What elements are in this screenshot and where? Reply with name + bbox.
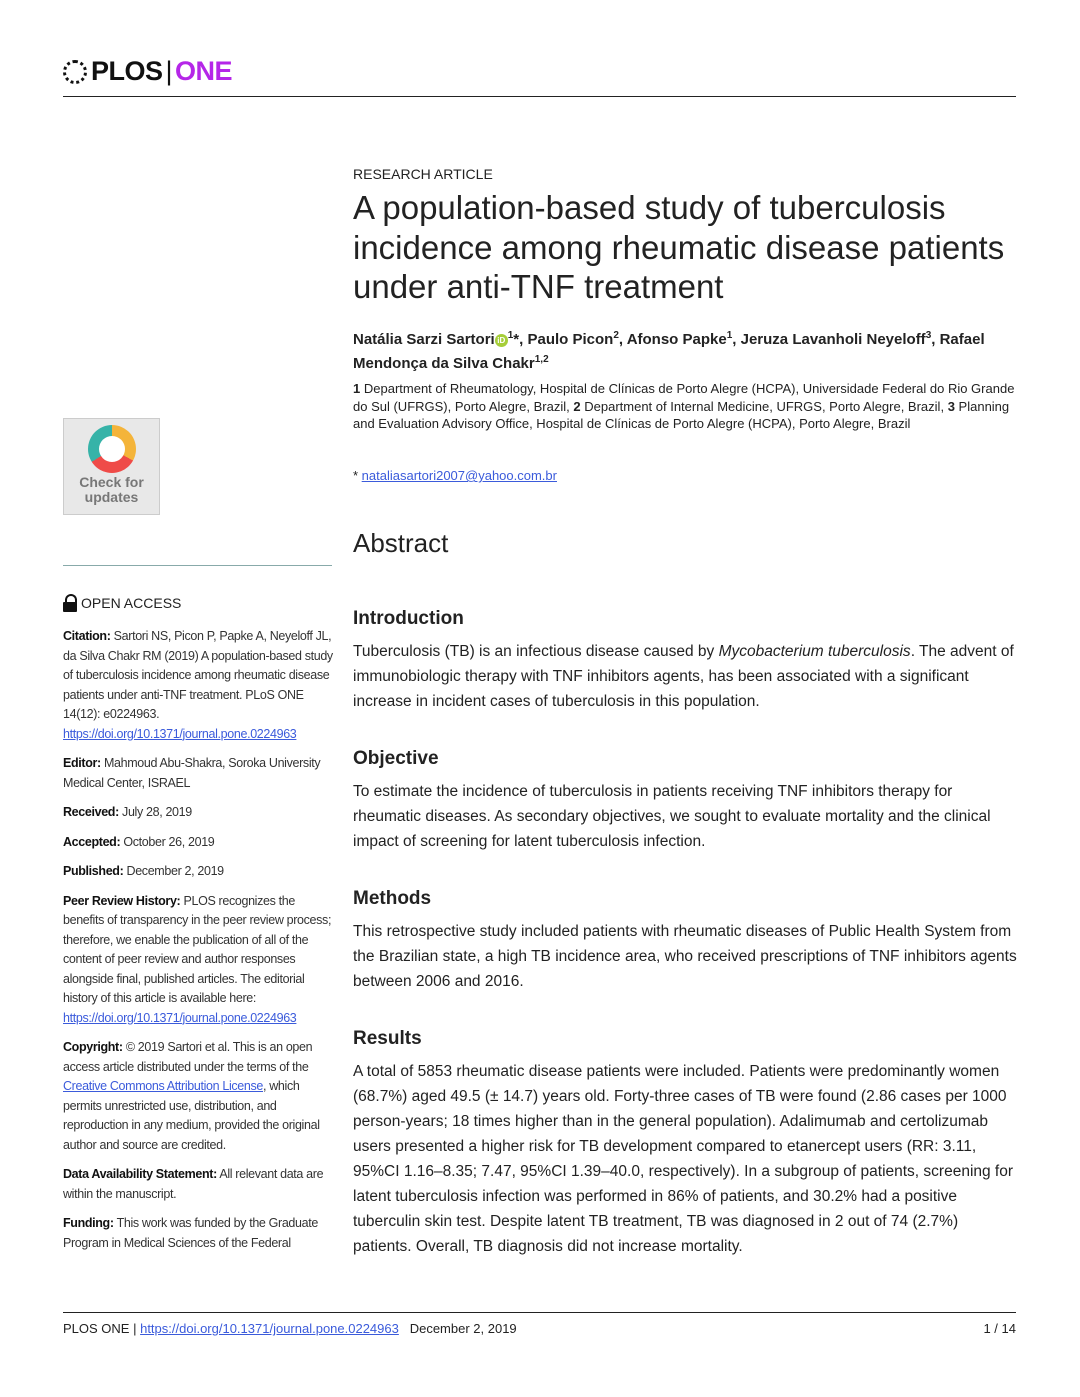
article-title: A population-based study of tuberculosis incidence among rheumatic disease patients under anti-TNF treatment (353, 189, 1005, 305)
orcid-icon[interactable]: iD (495, 334, 508, 347)
license-link[interactable]: Creative Commons Attribution License (63, 1079, 263, 1093)
accepted: Accepted: October 26, 2019 (63, 834, 215, 849)
affiliation: 1 Department of Rheumatology, Hospital de Clínicas de Porto Alegre (HCPA), Universidade Federal do Rio Grande do Sul (UFRGS), Porto Alegre, Brazil, (353, 381, 1015, 414)
editor: Editor: Mahmoud Abu-Shakra, Soroka University Medical Center, ISRAEL (63, 756, 321, 790)
corresponding-email: * nataliasartori2007@yahoo.com.br (353, 468, 557, 483)
data-availability: Data Availability Statement: All relevant data are within the manuscript. (63, 1167, 324, 1201)
received: Received: July 28, 2019 (63, 805, 192, 819)
published: Published: December 2, 2019 (63, 864, 224, 878)
author[interactable]: Paulo Picon$^2$ (527, 330, 619, 348)
plos-one-logo: PLOS | ONE (63, 56, 232, 87)
abstract-section-introduction: Introduction Tuberculosis (TB) is an infectious disease caused by Mycobacterium tuberculosis. The advent of immunobiologic therapy with TNF inhibitors agents, has been associated with a significant increase in incident cases of tuberculosis in this population. (353, 608, 1014, 710)
affiliation: 2 Department of Internal Medicine, UFRGS, Porto Alegre, Brazil, (573, 398, 945, 414)
abstract-section-objective: Objective To estimate the incidence of tuberculosis in patients receiving TNF inhibitors therapy for rheumatic diseases. As secondary objectives, we sought to evaluate mortality and the clinical impact of screening for latent tuberculosis infection. (353, 748, 991, 850)
author[interactable]: Afonso Papke$^1$ (626, 330, 733, 348)
article-info-sidebar (63, 627, 335, 1263)
article-type: RESEARCH ARTICLE (353, 166, 493, 182)
header-divider (63, 96, 1016, 97)
page-number: 1 / 14 (983, 1321, 1016, 1336)
email-link[interactable]: nataliasartori2007@yahoo.com.br (361, 468, 557, 483)
author[interactable]: Jeruza Lavanholi Neyeloff$^3$ (740, 330, 932, 348)
author[interactable]: Natália Sarzi Sartori iD $^1$* (353, 330, 520, 348)
sidebar-divider (63, 565, 332, 566)
peer-review-history: Peer Review History: PLOS recognizes the benefits of transparency in the peer review process; therefore, we enable the publication of all of the content of peer review and author responses alongside final, published articles. The editorial history of this article is available here: https://doi.org/10.1371/journal.pone.0224963 (63, 893, 332, 1025)
affiliations (353, 380, 1018, 433)
abstract-heading: Abstract (353, 528, 449, 558)
footer-divider (63, 1312, 1016, 1313)
footer-doi-link[interactable]: https://doi.org/10.1371/journal.pone.0224963 (140, 1321, 399, 1336)
citation: Citation: Sartori NS, Picon P, Papke A, Neyeloff JL, da Silva Chakr RM (2019) A population-based study of tuberculosis incidence among rheumatic disease patients under anti-TNF treatment. PLoS ONE 14(12): e0224963. https://doi.org/10.1371/journal.pone.0224963 (63, 629, 333, 741)
funding: Funding: This work was funded by the Graduate Program in Medical Sciences of the Federal (63, 1216, 318, 1250)
copyright: Copyright: © 2019 Sartori et al. This is an open access article distributed under the terms of the Creative Commons Attribution License, which permits unrestricted use, distribution, and reproduction in any medium, provided the original author and source are credited. (63, 1040, 320, 1152)
abstract-section-methods: Methods This retrospective study included patients with rheumatic diseases of Public Health System from the Brazilian state, a high TB incidence area, who received prescriptions of TNF inhibitors agents between 2006 and 2016. (353, 888, 1017, 990)
open-access: OPEN ACCESS (63, 594, 181, 612)
author[interactable]: Rafael Mendonça da Silva Chakr$^{1,2}$ (353, 331, 985, 372)
citation-doi-link[interactable]: https://doi.org/10.1371/journal.pone.0224963 (63, 726, 297, 741)
peer-review-link[interactable]: https://doi.org/10.1371/journal.pone.0224963 (63, 1010, 297, 1025)
affiliation: 3 Planning and Evaluation Advisory Office, Hospital de Clínicas de Porto Alegre (HCPA), Porto Alegre, Brazil (353, 398, 1010, 431)
plos-logo-icon (63, 60, 87, 84)
crossmark-icon (88, 425, 136, 473)
open-lock-icon (63, 594, 77, 612)
page-footer: PLOS ONE | https://doi.org/10.1371/journal.pone.0224963 December 2, 2019 1 / 14 (63, 1321, 1016, 1336)
check-for-updates-badge[interactable]: Check for updates (63, 418, 160, 515)
author-list: Natália Sarzi Sartori iD $^1$*, Paulo Picon$^2$, Afonso Papke$^1$, Jeruza Lavanholi Neyeloff$^3$, Rafael Mendonça da Silva Chakr$^{1,2}$ (353, 330, 985, 372)
abstract-section-results: Results A total of 5853 rheumatic disease patients were included. Patients were predominantly women (68.7%) aged 49.5 (± 14.7) years old. Forty-three cases of TB were found (2.86 cases per 1000 person-years; 18 times higher than in the general population). Adalimumab and certolizumab users presented a higher risk for TB development compared to etanercept users (RR: 3.11, 95%CI 1.16–8.35; 7.47, 95%CI 1.39–40.0, respectively). In a subgroup of patients, screening for latent tuberculosis infection was performed in 86% of patients, and 30.2% had a positive tuberculin skin test. Despite latent TB treatment, TB was diagnosed in 2 out of 74 (2.7%) patients. Overall, TB diagnosis did not increase mortality. (353, 1028, 1014, 1255)
